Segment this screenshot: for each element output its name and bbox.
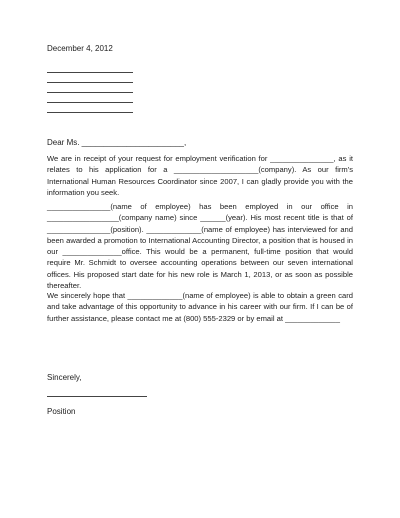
paragraph-employment-details: _______________(name of employee) has been employed in our office in _________________(company name) since ______(year). His most recent title is that of _______________(position). _____________(name of employee) has interviewed for and been awarded a promotion to International Accounting Director, a position that is housed in our ______________office. This would be a permanent, full-time position that would require Mr. Schmidt to oversee accounting operations between our seven international offices. His proposed start date for his new role is March 1, 2013, or as soon as possible thereafter. bbox=[47, 202, 353, 291]
letter-date: December 4, 2012 bbox=[47, 44, 113, 53]
closing: Sincerely, bbox=[47, 373, 82, 382]
salutation: Dear Ms. _______________________, bbox=[47, 138, 187, 147]
paragraph-closing-remarks: We sincerely hope that _____________(name of employee) is able to obtain a green card and take advantage of this opportunity to advance in his career with our firm. If I can be of further assistance, please contact me at (800) 555-2329 or by email at _____________ bbox=[47, 291, 353, 323]
address-line-2 bbox=[47, 82, 133, 83]
address-line-1 bbox=[47, 72, 133, 73]
address-line-5 bbox=[47, 112, 133, 113]
address-line-3 bbox=[47, 92, 133, 93]
position-label: Position bbox=[47, 407, 76, 416]
signature-line bbox=[47, 396, 147, 397]
paragraph-request: We are in receipt of your request for employment verification for _______________, as it relates to his application for a ____________________(company). As our firm's International Human Resources Coordinator since 2007, I can gladly provide you with the information you seek. bbox=[47, 154, 353, 197]
address-line-4 bbox=[47, 102, 133, 103]
